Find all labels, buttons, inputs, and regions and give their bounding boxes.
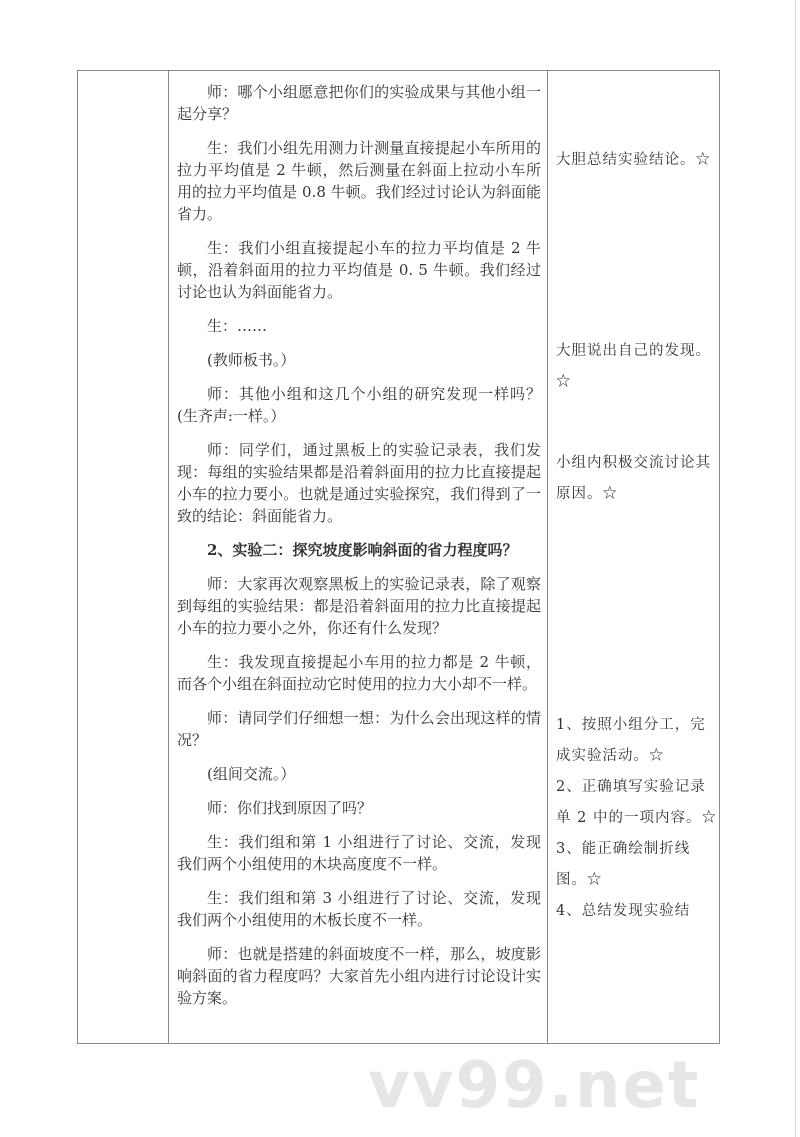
paragraph: 生：我们组和第 3 小组进行了讨论、交流，发现我们两个小组使用的木板长度不一样。 <box>177 889 541 929</box>
paragraph: 师：也就是搭建的斜面坡度不一样，那么，坡度影响斜面的省力程度吗？大家首先小组内进行讨论设计实验方案。 <box>177 945 541 1007</box>
watermark: vv99.net <box>368 1049 701 1123</box>
evaluation-item: 小组内积极交流讨论其原因。☆ <box>556 455 711 502</box>
paragraph: 生：我们组和第 1 小组进行了讨论、交流，发现我们两个小组使用的木块高度度不一样。 <box>177 833 541 873</box>
paragraph: 生：我们小组直接提起小车的拉力平均值是 2 牛顿，沿着斜面用的拉力平均值是 0. 5 牛顿。我们经过讨论也认为斜面能省力。 <box>177 239 541 301</box>
paragraph: 生：我们小组先用测力计测量直接提起小车所用的拉力平均值是 2 牛顿，然后测量在斜面上拉动小车所用的拉力平均值是 0.8 牛顿。我们经过讨论认为斜面能省力。 <box>177 139 541 223</box>
evaluation-column <box>556 70 718 927</box>
section-heading: 2、实验二：探究坡度影响斜面的省力程度吗？ <box>207 541 518 559</box>
page-edge <box>795 0 796 1137</box>
paragraph: 师：你们找到原因了吗？ <box>207 799 373 817</box>
paragraph: 师：同学们，通过黑板上的实验记录表，我们发现：每组的实验结果都是沿着斜面用的拉力比直接提起小车的拉力要小。也就是通过实验探究，我们得到了一致的结论：斜面能省力。 <box>177 441 541 525</box>
dialogue-column <box>177 81 541 1021</box>
evaluation-item: 4、总结发现实验结 <box>556 903 691 919</box>
paragraph: 生：我发现直接提起小车用的拉力都是 2 牛顿，而各个小组在斜面拉动它时使用的拉力大小却不一样。 <box>177 653 541 693</box>
paragraph: (教师板书。） <box>207 351 296 369</box>
evaluation-item: 大胆说出自己的发现。☆ <box>556 343 711 390</box>
paragraph: 师：其他小组和这几个小组的研究发现一样吗？(生齐声:一样。） <box>177 385 541 425</box>
paragraph: (组间交流。） <box>207 765 296 783</box>
paragraph: 师：哪个小组愿意把你们的实验成果与其他小组一起分享？ <box>177 83 541 123</box>
column-divider <box>168 70 169 1044</box>
paragraph: 师：大家再次观察黑板上的实验记录表，除了观察到每组的实验结果：都是沿着斜面用的拉力比直接提起小车的拉力要小之外，你还有什么发现？ <box>177 575 541 637</box>
paragraph: 师：请同学们仔细想一想：为什么会出现这样的情况？ <box>177 709 541 749</box>
evaluation-item: 大胆总结实验结论。☆ <box>556 152 711 168</box>
column-divider <box>547 70 548 1044</box>
evaluation-item: 2、正确填写实验记录单 2 中的一项内容。☆ <box>556 779 717 826</box>
evaluation-item: 1、按照小组分工，完成实验活动。☆ <box>556 717 706 764</box>
paragraph: 生：…… <box>207 317 268 335</box>
evaluation-item: 3、能正确绘制折线图。☆ <box>556 841 691 888</box>
